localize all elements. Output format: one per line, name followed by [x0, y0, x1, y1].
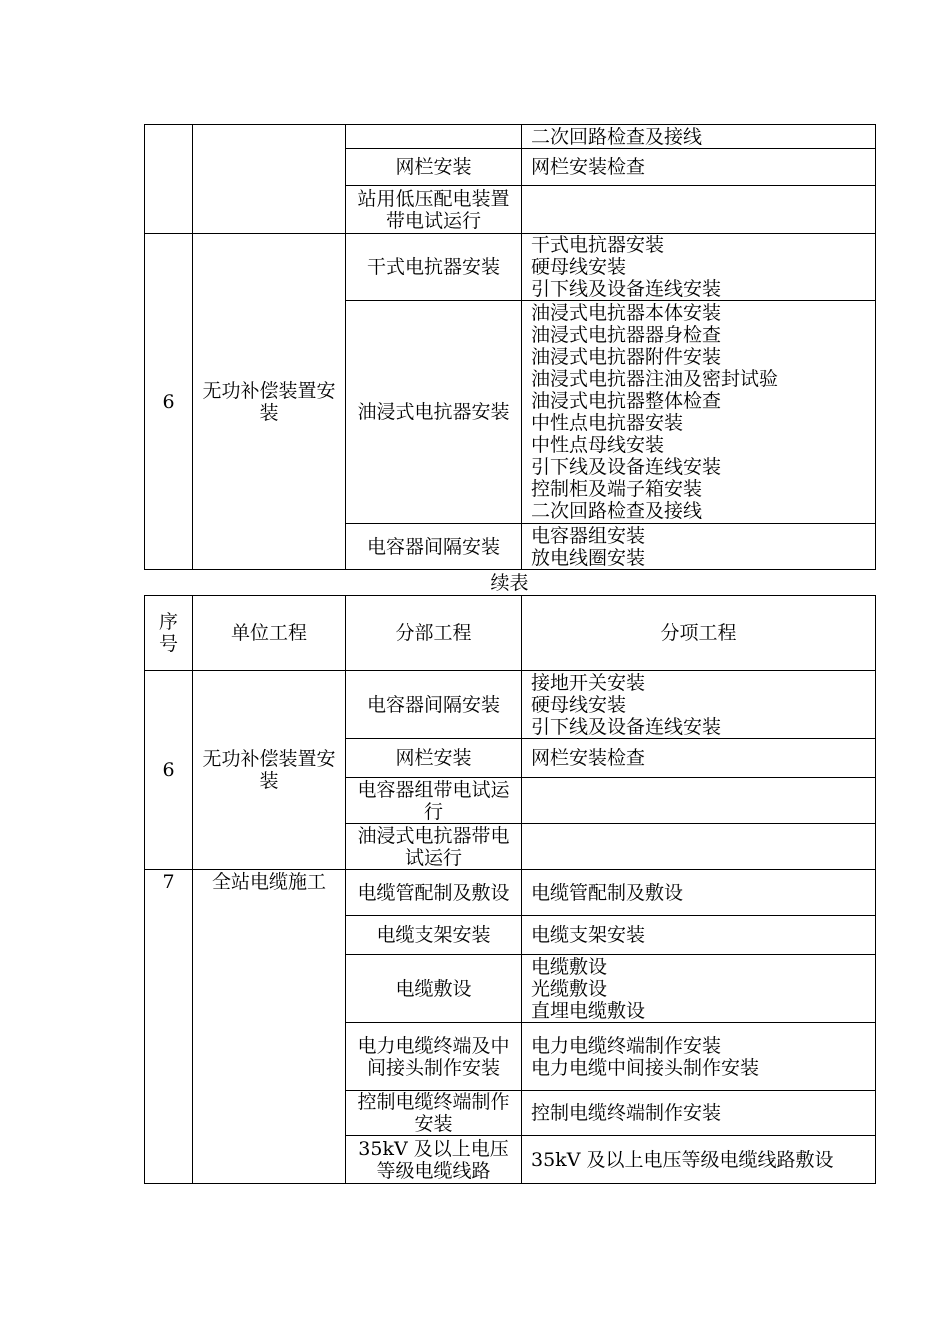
sub-cell: 网栏安装: [346, 739, 522, 778]
item-line: 电缆管配制及敷设: [531, 881, 684, 904]
item-line: 引下线及设备连线安装: [531, 456, 722, 478]
item-cell: [522, 739, 876, 778]
item-line: 干式电抗器安装: [531, 234, 665, 256]
item-cell: [522, 524, 876, 570]
item-line: 油浸式电抗器附件安装: [531, 346, 722, 368]
item-line: 网栏安装检查: [531, 747, 646, 769]
item-line: 控制柜及端子箱安装: [531, 478, 703, 500]
item-cell: [522, 671, 876, 739]
sub-cell: 电容器间隔安装: [346, 671, 522, 739]
item-cell: [522, 1091, 876, 1136]
item-line: 光缆敷设: [531, 977, 608, 1000]
unit-cell: 全站电缆施工: [193, 870, 346, 1184]
item-line: 网栏安装检查: [531, 156, 646, 178]
unit-cell: 无功补偿装置安装: [193, 234, 346, 570]
seq-cell: 7: [145, 870, 193, 1184]
sub-cell: 油浸式电抗器安装: [346, 301, 522, 524]
sub-cell: 电容器间隔安装: [346, 524, 522, 570]
item-line: 中性点母线安装: [531, 434, 665, 456]
header-row: [145, 596, 876, 671]
item-line: 硬母线安装: [531, 693, 627, 716]
unit-cell: 无功补偿装置安装: [193, 671, 346, 870]
sub-cell: 35kV 及以上电压等级电缆线路: [346, 1136, 522, 1184]
item-cell: [522, 824, 876, 870]
item-cell: [522, 234, 876, 301]
item-line: 引下线及设备连线安装: [531, 715, 722, 738]
item-line: 硬母线安装: [531, 256, 627, 278]
sub-cell: 电容器组带电试运行: [346, 778, 522, 824]
item-line: 二次回路检查及接线: [531, 500, 703, 522]
item-cell: [522, 778, 876, 824]
item-line: 油浸式电抗器整体检查: [531, 390, 722, 412]
header-item: 分项工程: [522, 596, 876, 671]
item-line: 放电线圈安装: [531, 546, 646, 569]
item-cell: [522, 186, 876, 234]
item-line: 电力电缆终端制作安装: [531, 1034, 722, 1057]
sub-cell: 电缆管配制及敷设: [346, 870, 522, 916]
table-caption: 续表: [490, 572, 529, 594]
item-line: 电缆支架安装: [531, 924, 646, 946]
item-cell: [522, 955, 876, 1023]
unit-cell: [193, 125, 346, 234]
header-sub: 分部工程: [346, 596, 522, 671]
item-line: 油浸式电抗器注油及密封试验: [531, 368, 779, 390]
item-cell: [522, 916, 876, 955]
item-cell: [522, 1023, 876, 1091]
item-line: 电力电缆中间接头制作安装: [531, 1056, 760, 1079]
item-cell: [522, 125, 876, 149]
item-line: 直埋电缆敷设: [531, 999, 646, 1022]
sub-cell: 控制电缆终端制作安装: [346, 1091, 522, 1136]
seq-cell: 6: [145, 234, 193, 570]
item-line: 二次回路检查及接线: [531, 125, 703, 148]
seq-cell: [145, 125, 193, 234]
item-line: 接地开关安装: [531, 671, 646, 694]
item-cell: [522, 870, 876, 916]
item-line: 油浸式电抗器器身检查: [531, 324, 722, 346]
item-cell: [522, 149, 876, 186]
item-cell: [522, 301, 876, 524]
item-line: 油浸式电抗器本体安装: [531, 302, 722, 324]
sub-cell: 油浸式电抗器带电试运行: [346, 824, 522, 870]
item-cell: 35kV 及以上电压等级电缆线路敷设: [522, 1136, 876, 1184]
item-line: 中性点电抗器安装: [531, 412, 684, 434]
sub-cell: 站用低压配电装置带电试运行: [346, 186, 522, 234]
sub-cell: 干式电抗器安装: [346, 234, 522, 301]
item-line: 电容器组安装: [531, 524, 646, 547]
item-line: 电缆敷设: [531, 955, 608, 978]
item-line: 控制电缆终端制作安装: [531, 1102, 722, 1124]
seq-cell: 6: [145, 671, 193, 870]
header-unit: 单位工程: [193, 596, 346, 671]
sub-cell: [346, 125, 522, 149]
work-breakdown-table: [144, 595, 876, 1184]
sub-cell: 电力电缆终端及中间接头制作安装: [346, 1023, 522, 1091]
sub-cell: 电缆敷设: [346, 955, 522, 1023]
item-line: 引下线及设备连线安装: [531, 278, 722, 300]
sub-cell: 网栏安装: [346, 149, 522, 186]
work-breakdown-table-continued: [144, 124, 876, 570]
sub-cell: 电缆支架安装: [346, 916, 522, 955]
header-seq: 序号: [145, 596, 193, 671]
